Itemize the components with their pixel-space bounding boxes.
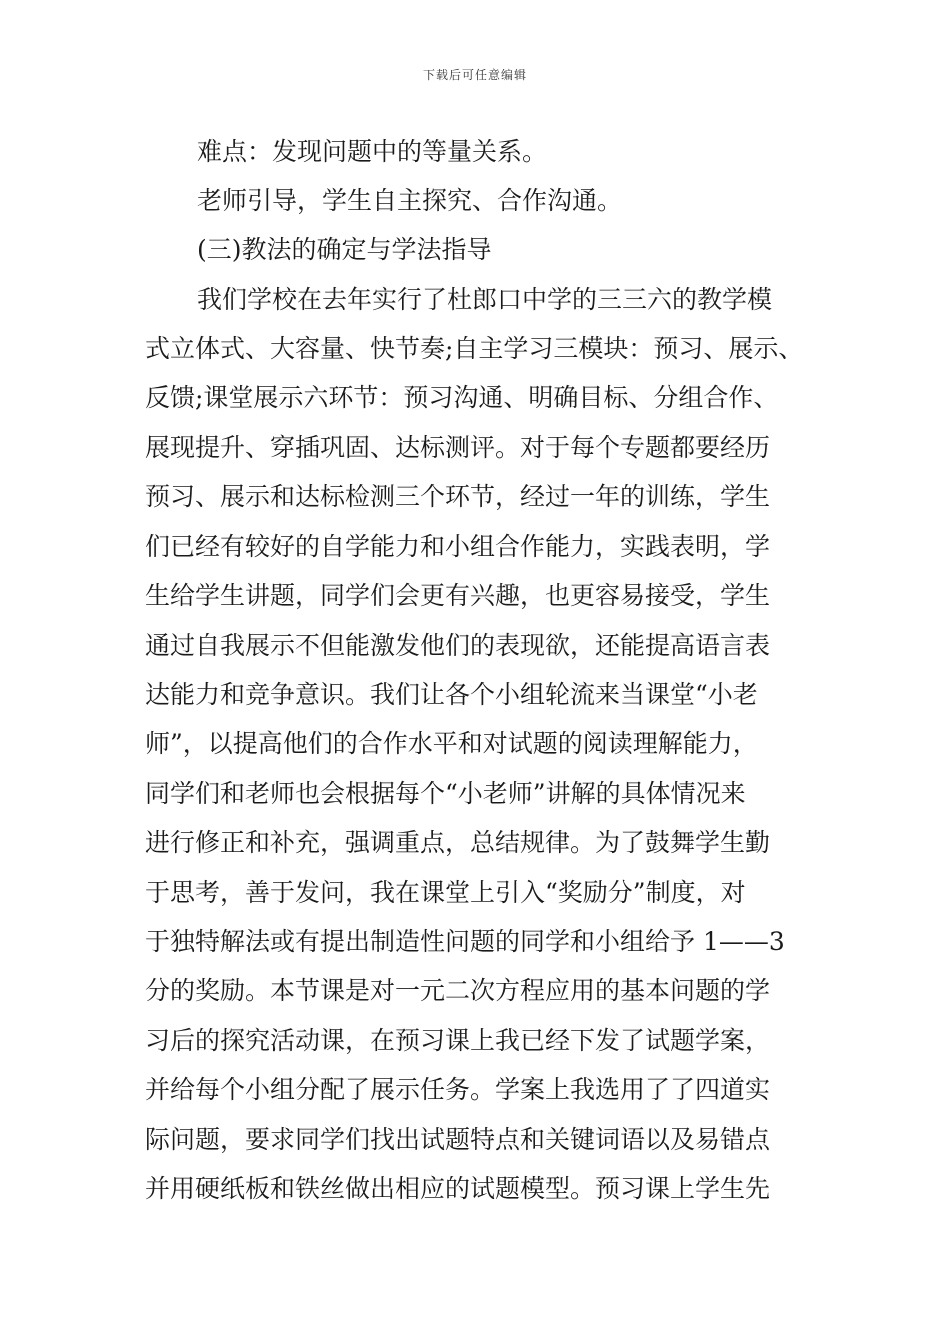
paragraph-line: 我们学校在去年实行了杜郎口中学的三三六的教学模 xyxy=(197,285,773,314)
paragraph-line: 于思考，善于发问，我在课堂上引入“奖励分”制度，对 xyxy=(145,878,746,907)
paragraph-line: 并用硬纸板和铁丝做出相应的试题模型。预习课上学生先 xyxy=(145,1174,771,1203)
paragraph-line: 预习、展示和达标检测三个环节，经过一年的训练，学生 xyxy=(145,482,771,511)
paragraph-line: 际问题，要求同学们找出试题特点和关键词语以及易错点 xyxy=(145,1125,771,1154)
section-heading: (三)教法的确定与学法指导 xyxy=(197,235,492,264)
paragraph-line: 于独特解法或有提出制造性问题的同学和小组给予 1——3 xyxy=(145,927,785,956)
header-note: 下载后可任意编辑 xyxy=(422,68,527,82)
paragraph-line: 分的奖励。本节课是对一元二次方程应用的基本问题的学 xyxy=(145,976,771,1005)
paragraph-line: 通过自我展示不但能激发他们的表现欲，还能提高语言表 xyxy=(145,631,771,660)
paragraph-line: 们已经有较好的自学能力和小组合作能力，实践表明，学 xyxy=(145,532,771,561)
paragraph-line: 进行修正和补充，强调重点，总结规律。为了鼓舞学生勤 xyxy=(145,828,771,857)
paragraph-line: 展现提升、穿插巩固、达标测评。对于每个专题都要经历 xyxy=(145,433,771,462)
paragraph-line: 师”，以提高他们的合作水平和对试题的阅读理解能力， xyxy=(145,729,758,758)
paragraph-line: 并给每个小组分配了展示任务。学案上我选用了了四道实 xyxy=(145,1075,771,1104)
paragraph-line: 反馈;课堂展示六环节：预习沟通、明确目标、分组合作、 xyxy=(145,383,779,412)
paragraph-line: 同学们和老师也会根据每个“小老师”讲解的具体情况来 xyxy=(145,779,746,808)
paragraph-line: 达能力和竞争意识。我们让各个小组轮流来当课堂“小老 xyxy=(145,680,758,709)
paragraph-line-difficulty: 难点：发现问题中的等量关系。 xyxy=(197,137,548,166)
paragraph-line: 习后的探究活动课，在预习课上我已经下发了试题学案， xyxy=(145,1026,771,1055)
paragraph-line-guidance: 老师引导，学生自主探究、合作沟通。 xyxy=(197,186,623,215)
paragraph-line: 式立体式、大容量、快节奏;自主学习三模块：预习、展示、 xyxy=(145,334,804,363)
paragraph-line: 生给学生讲题，同学们会更有兴趣，也更容易接受，学生 xyxy=(145,581,771,610)
